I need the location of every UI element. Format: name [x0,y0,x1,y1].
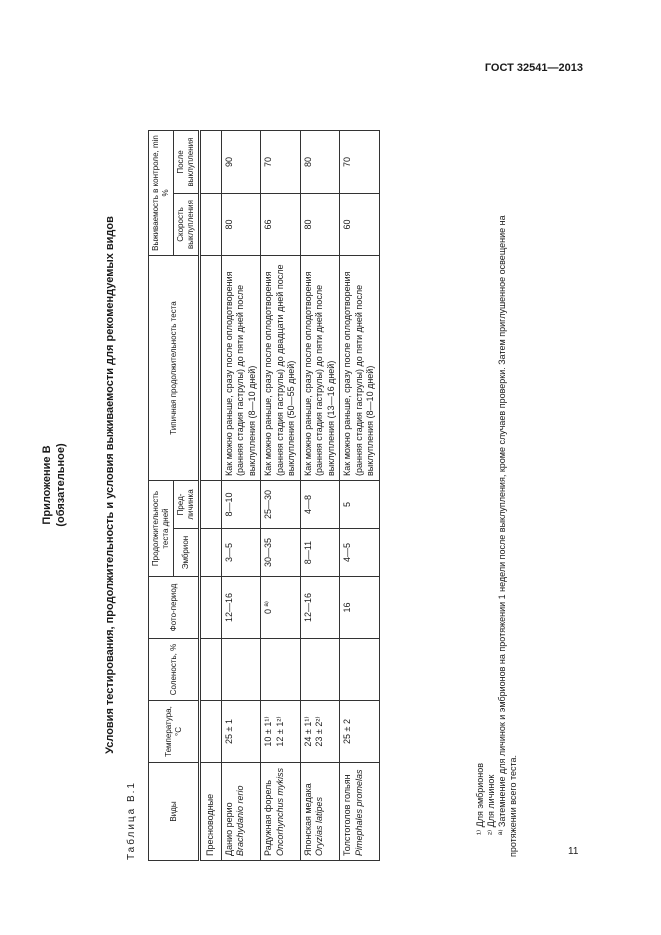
salinity-value [340,639,380,701]
header-larvae: Пред-личинка [174,480,200,528]
species-name: Толстоголов гольян [342,774,352,856]
after-hatch-value: 70 [261,130,301,193]
section-freshwater: Пресноводные [200,763,222,861]
temperature-value: 24 ± 1¹⁾ [302,716,313,747]
photoperiod-value: 12—16 [221,577,261,639]
table-notes [475,135,519,857]
header-species: Виды [149,763,200,861]
appendix-subtitle: (обязательное) [55,443,67,527]
table-row [340,130,380,860]
after-hatch-value: 70 [340,130,380,193]
salinity-value [300,639,340,701]
temperature-value: 10 ± 1¹⁾ [263,716,273,747]
header-duration: Продолжительность теста дней [149,480,174,576]
species-name: Данио рерио [223,802,234,856]
hatch-rate-value: 80 [221,193,261,255]
header-typical-duration: Типичная продолжительность теста [149,255,200,480]
embryo-days: 3—5 [221,529,261,577]
temperature-value-2: 12 ± 1²⁾ [274,716,285,747]
header-after-hatch: После выклупления [174,130,200,193]
document-title: Условия тестирования, продолжительность и условия выживаемости для рекомендуемых видов [104,216,116,754]
species-latin: Oncorhynchus mykiss [274,767,285,856]
photoperiod-value: 12—16 [300,577,340,639]
note-larvae: ²⁾ Для личинок [486,774,496,835]
header-salinity: Соленость, % [149,639,200,701]
typical-duration-text: Как можно раньше, сразу после оплодотворения (ранняя стадия гаструлы) до пяти дней после выклупления (8—10 дней) [221,255,261,480]
appendix-title: Приложение В [41,445,53,525]
embryo-days: 8—11 [300,529,340,577]
hatch-rate-value: 80 [300,193,340,255]
typical-duration-text: Как можно раньше, сразу после оплодотворения (ранняя стадия гаструлы) до пяти дней после выклупления (13—16 дней) [300,255,340,480]
photoperiod-value: 0 ª⁾ [261,577,301,639]
photoperiod-value: 16 [340,577,380,639]
salinity-value [221,639,261,701]
species-latin: Brachydanio rerio [235,785,245,856]
table-row [300,130,340,860]
larva-days: 5 [340,480,380,528]
appendix-heading [40,105,68,865]
header-row [149,130,174,860]
species-latin: Pimephales promelas [353,769,364,856]
standard-code: ГОСТ 32541—2013 [484,62,583,74]
embryo-days: 4—5 [340,529,380,577]
table-label: Таблица В.1 [126,781,137,860]
hatch-rate-value: 60 [340,193,380,255]
larva-days: 25—30 [261,480,301,528]
rotated-page-content [40,105,540,865]
note-embryos: ¹⁾ Для эмбрионов [475,762,485,835]
header-temperature: Температура, °С [149,701,200,763]
note-darkening: ª⁾ Затемнение для личинок и эмбрионов на протяжении 1 недели после выклупления, кроме случаев проверки. Затем приглушенное освещение на [497,215,507,835]
table-row [221,130,261,860]
species-latin: Oryzias latipes [314,796,324,856]
header-embryos: Эмбрион [174,529,200,577]
data-table [148,130,380,861]
typical-duration-text: Как можно раньше, сразу после оплодотворения (ранняя стадия гаструлы) до двадцати дней после выклупления (50—55 дней) [261,255,301,480]
temperature-value-2: 23 ± 2²⁾ [314,716,324,747]
header-hatch-rate: Скорость выклупления [174,193,200,255]
temperature-value: 25 ± 2 [342,719,352,744]
table-row [261,130,301,860]
typical-duration-text: Как можно раньше, сразу после оплодотворения (ранняя стадия гаструлы) до пяти дней после выклупления (8—10 дней) [340,255,380,480]
after-hatch-value: 90 [221,130,261,193]
note-darkening-cont: протяжении всего теста. [508,754,518,857]
header-survival: Выживаемость в контроле, min % [149,130,174,255]
salinity-value [261,639,301,701]
larva-days: 4—8 [300,480,340,528]
species-name: Японская медака [302,783,313,856]
larva-days: 8—10 [221,480,261,528]
page-number: 11 [568,846,579,857]
embryo-days: 30—35 [261,529,301,577]
temperature-value: 25 ± 1 [223,719,234,744]
header-photoperiod: Фото-период [149,577,200,639]
species-name: Радужная форель [263,780,273,856]
section-row [200,130,222,860]
hatch-rate-value: 66 [261,193,301,255]
after-hatch-value: 80 [300,130,340,193]
